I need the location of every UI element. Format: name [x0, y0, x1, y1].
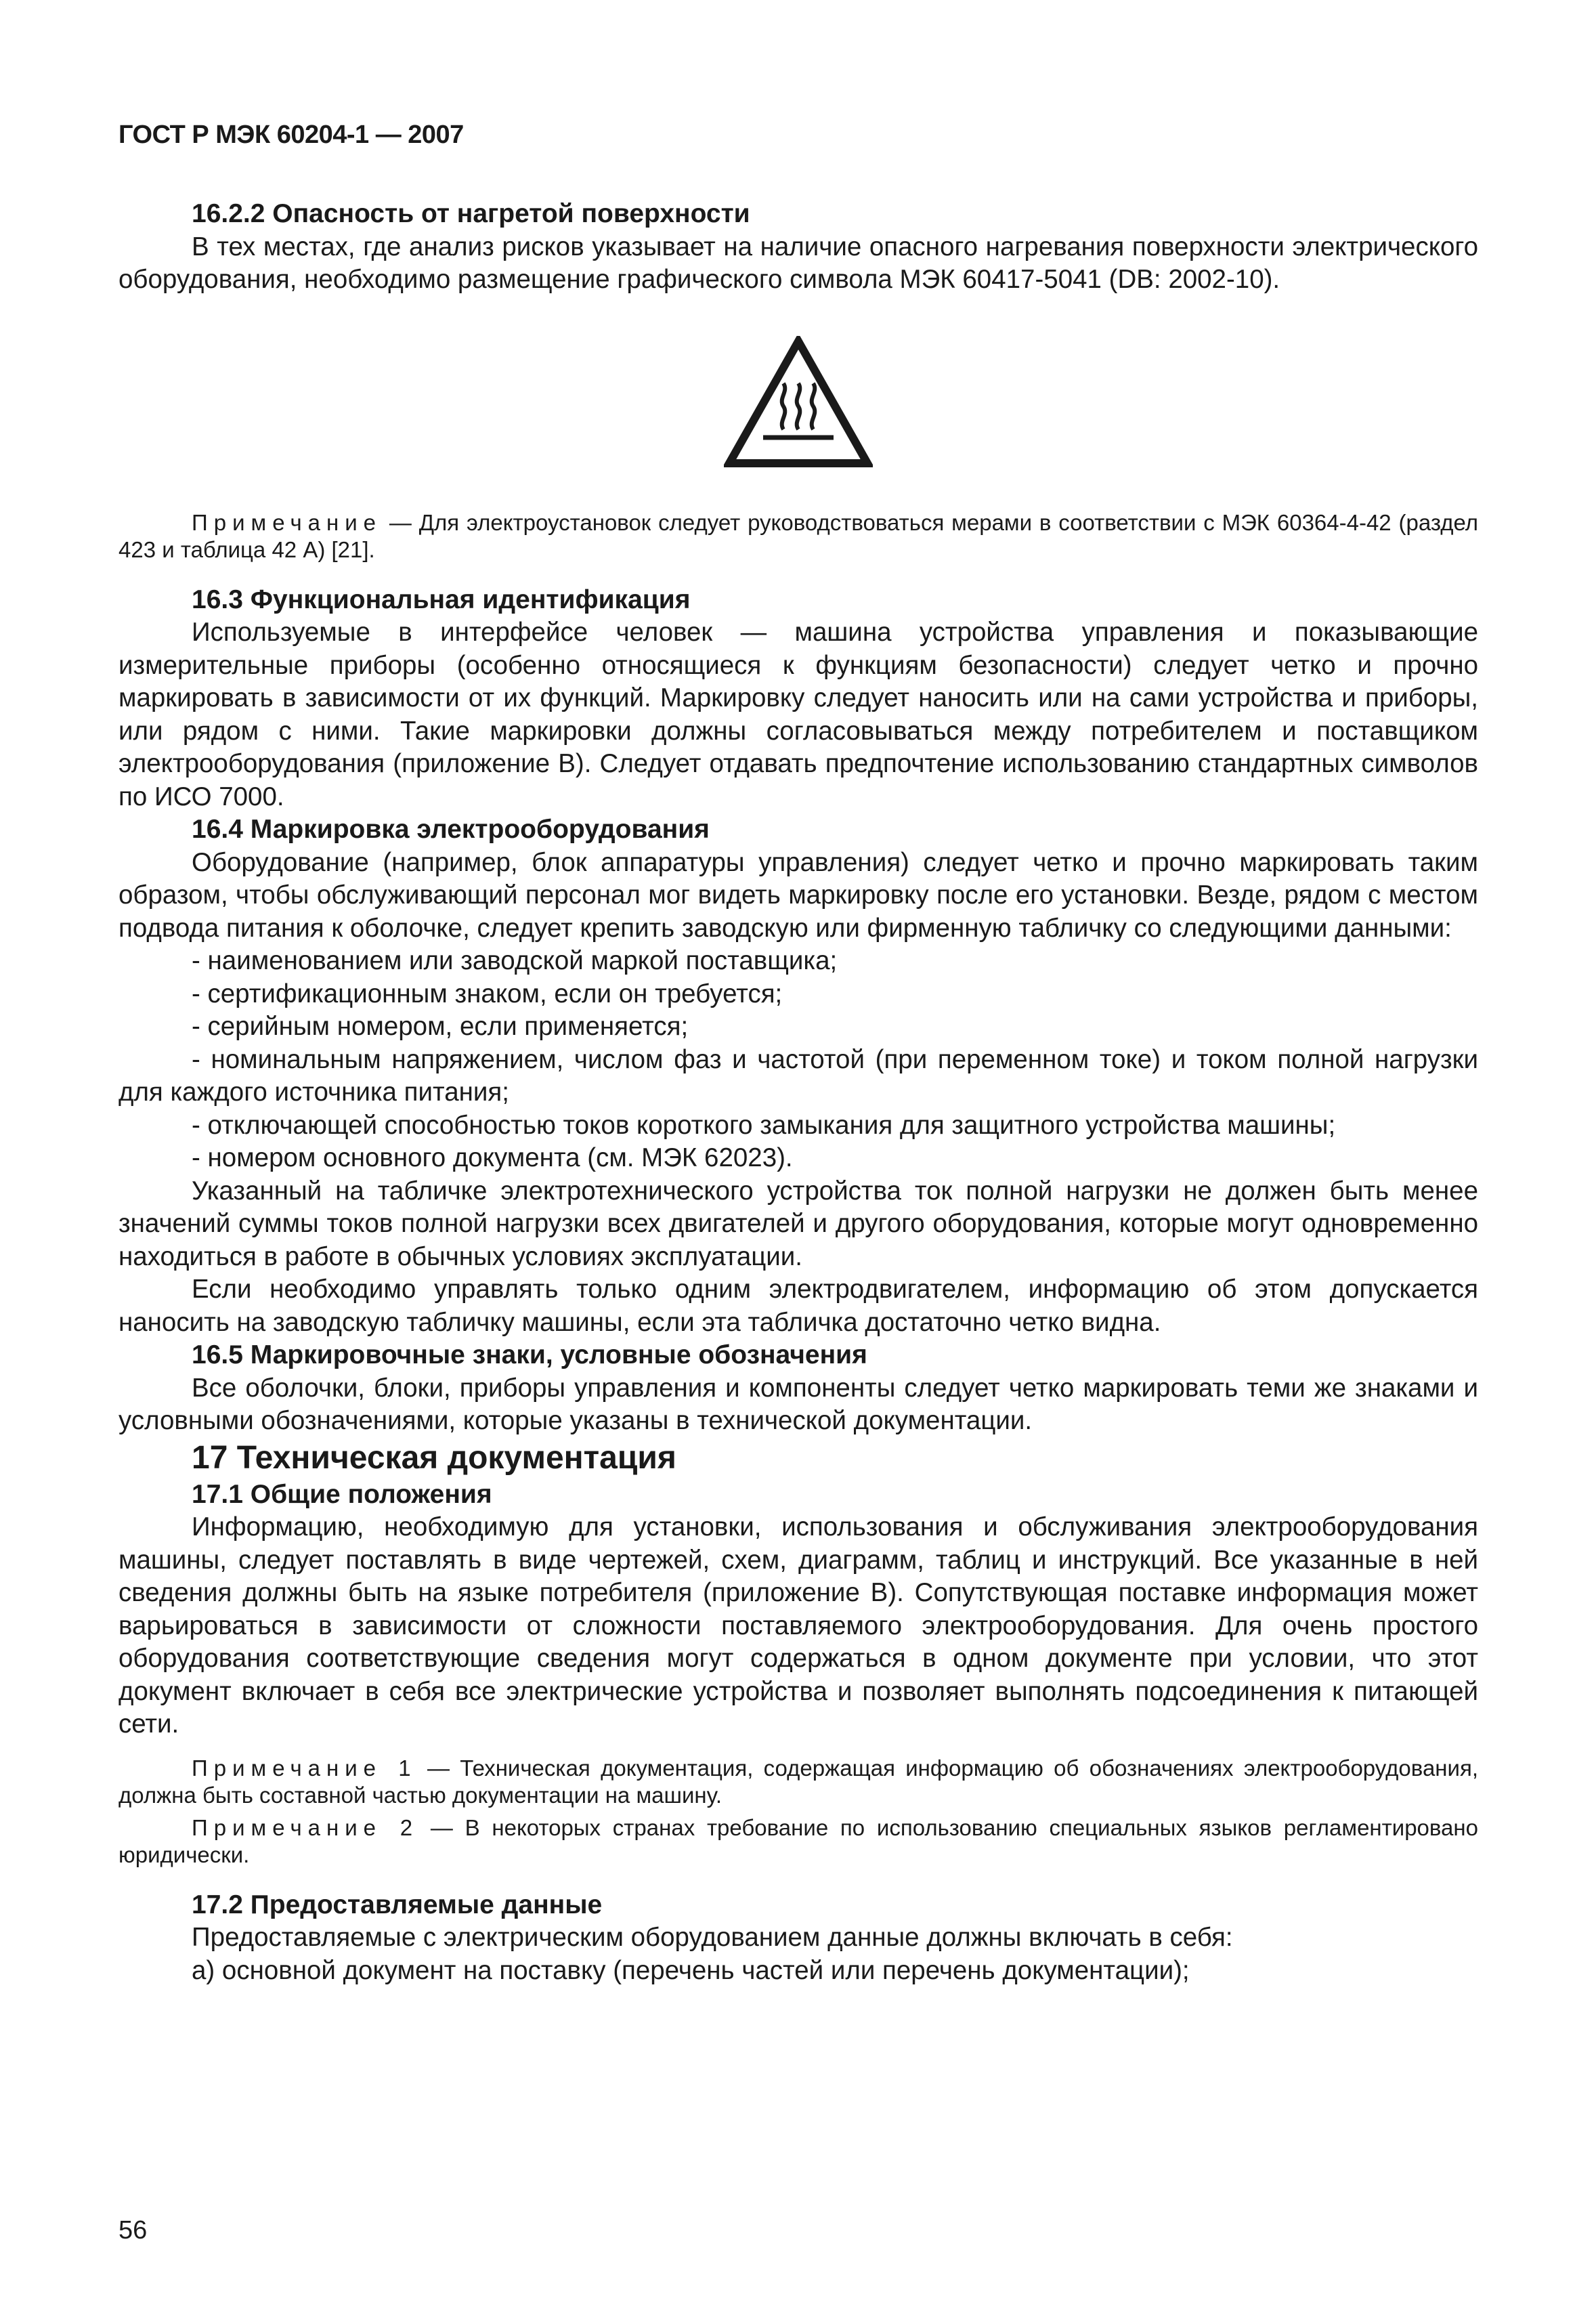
- document-body: [118, 198, 1478, 1987]
- section-16-5-title: 16.5 Маркировочные знаки, условные обозначения: [192, 1340, 867, 1369]
- section-16-4-text-3: Если необходимо управлять только одним электродвигателем, информацию об этом допускается наносить на заводскую табличку машины, если эта табличка достаточно четко видна.: [118, 1275, 1478, 1337]
- section-16-3-text: Используемые в интерфейсе человек — машина устройства управления и показывающие измерительные приборы (особенно относящиеся к функциям безопасности) следует четко и прочно маркировать в зависимости от их функций. Маркировку следует наносить или на сами устройства и приборы, или рядом с ними. Такие маркировки должны согласовываться между потребителем и поставщиком электрооборудования (приложение В). Следует отдавать предпочтение использованию стандартных символов по ИСО 7000.: [118, 618, 1478, 811]
- list-item: - серийным номером, если применяется;: [192, 1012, 689, 1041]
- note-17-1-1: [118, 1755, 1478, 1809]
- note-17-1-2: [118, 1814, 1478, 1869]
- list-item: - номинальным напряжением, числом фаз и частотой (при переменном токе) и током полной нагрузки для каждого источника питания;: [118, 1044, 1478, 1107]
- list-item: - номером основного документа (см. МЭК 62023).: [192, 1143, 793, 1172]
- section-16-4-text-2: Указанный на табличке электротехнического устройства ток полной нагрузки не должен быть менее значений суммы токов полной нагрузки всех двигателей и другого оборудования, которые могут одновременно находиться в работе в обычных условиях эксплуатации.: [118, 1176, 1478, 1271]
- list-item: - сертификационным знаком, если он требуется;: [192, 979, 783, 1008]
- note-text: — В некоторых странах требование по использованию специальных языков регламентировано юридически.: [118, 1814, 1478, 1867]
- note-text: — Техническая документация, содержащая информацию об обозначениях электрооборудования, должна быть составной частью документации на машину.: [118, 1755, 1478, 1808]
- hot-surface-warning-icon: [724, 336, 873, 469]
- list-item: - отключающей способностью токов короткого замыкания для защитного устройства машины;: [192, 1110, 1336, 1140]
- page-number: 56: [118, 2216, 148, 2244]
- section-17-1-title: 17.1 Общие положения: [192, 1479, 492, 1509]
- section-16-2-2-text: В тех местах, где анализ рисков указывает на наличие опасного нагревания поверхности электрического оборудования, необходимо размещение графического символа МЭК 60417-5041 (DB: 2002-10).: [118, 232, 1478, 294]
- section-16-5-text: Все оболочки, блоки, приборы управления и компоненты следует четко маркировать теми же знаками и условными обозначениями, которые указаны в технической документации.: [118, 1373, 1478, 1435]
- section-16-4-title: 16.4 Маркировка электрооборудования: [192, 815, 710, 844]
- note-label: Примечание 2: [192, 1814, 419, 1840]
- section-16-2-2-title: 16.2.2 Опасность от нагретой поверхности: [192, 199, 750, 228]
- document-header: ГОСТ Р МЭК 60204-1 — 2007: [118, 121, 464, 149]
- list-item: а) основной документ на поставку (перечень частей или перечень документации);: [192, 1955, 1190, 1985]
- note-label: Примечание 1: [192, 1755, 417, 1781]
- note-label: Примечание: [192, 509, 383, 535]
- note-16-2-2: [118, 509, 1478, 563]
- list-item: - наименованием или заводской маркой поставщика;: [192, 946, 838, 975]
- section-16-3-title: 16.3 Функциональная идентификация: [192, 584, 691, 614]
- section-17-title: 17 Техническая документация: [192, 1439, 676, 1476]
- section-16-4-text: Оборудование (например, блок аппаратуры управления) следует четко и прочно маркировать таким образом, чтобы обслуживающий персонал мог видеть маркировку после его установки. Везде, рядом с местом подвода питания к оболочке, следует крепить заводскую или фирменную табличку со следующими данными:: [118, 847, 1478, 943]
- section-17-2-text: Предоставляемые с электрическим оборудованием данные должны включать в себя:: [192, 1923, 1233, 1952]
- section-17-1-text: Информацию, необходимую для установки, использования и обслуживания электрооборудования машины, следует поставлять в виде чертежей, схем, диаграмм, таблиц и инструкций. Все указанные в ней сведения должны быть на языке потребителя (приложение В). Сопутствующая поставке информация может варьироваться в зависимости от сложности поставляемого электрооборудования. Для очень простого оборудования соответствующие сведения могут содержаться в одном документе при условии, что этот документ включает в себя все электрические устройства и позволяет выполнять подсоединения к питающей сети.: [118, 1512, 1478, 1739]
- section-17-2-title: 17.2 Предоставляемые данные: [192, 1890, 603, 1919]
- note-text: — Для электроустановок следует руководствоваться мерами в соответствии с МЭК 60364-4-42 (раздел 423 и таблица 42 А) [21].: [118, 509, 1478, 562]
